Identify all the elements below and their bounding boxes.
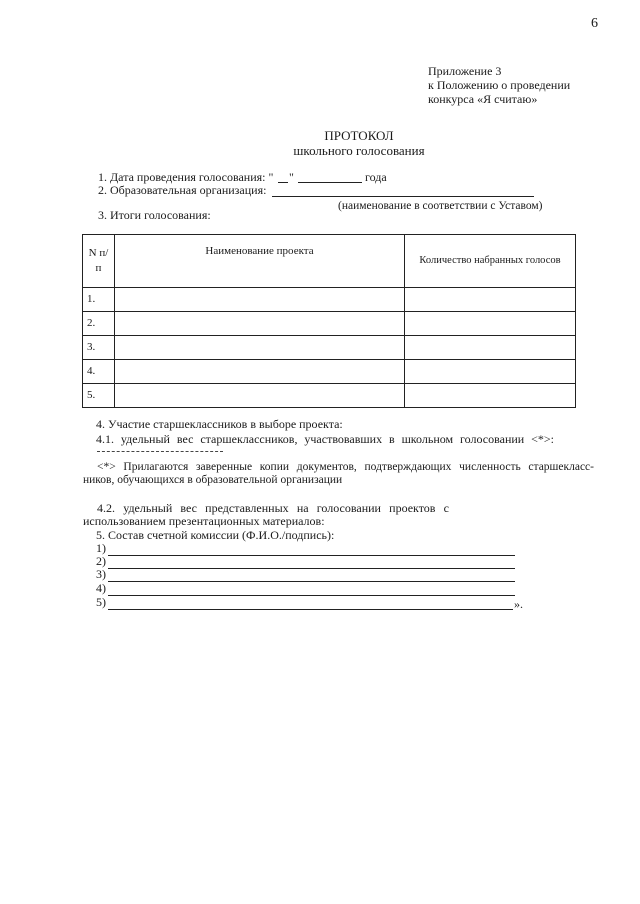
row-number: 4. <box>83 360 115 384</box>
row-votes-cell[interactable] <box>405 360 576 384</box>
page-number: 6 <box>591 16 598 31</box>
title-main: ПРОТОКОЛ <box>324 128 394 143</box>
section4-heading: 4. Участие старшеклассников в выборе проекта: <box>96 417 343 431</box>
row-votes-cell[interactable] <box>405 384 576 408</box>
member-number: 3) <box>96 567 106 581</box>
table-row <box>83 288 576 312</box>
appendix-line: к Положению о проведении <box>428 78 571 92</box>
table-row <box>83 360 576 384</box>
row-number: 2. <box>83 312 115 336</box>
member-number: 4) <box>96 581 106 595</box>
footnote-line: <*> Прилагаются заверенные копии документов, подтверждающих численность старшекласс- <box>97 461 594 473</box>
row-votes-cell[interactable] <box>405 336 576 360</box>
member-number: 5) <box>96 595 106 609</box>
results-table <box>82 234 576 408</box>
member-number: 1) <box>96 541 106 555</box>
title-sub: школьного голосования <box>293 143 425 158</box>
member-signature-field[interactable] <box>108 555 515 556</box>
document-title <box>0 128 640 158</box>
org-hint: (наименование в соответствии с Уставом) <box>338 200 543 212</box>
date-quote: " <box>289 170 294 184</box>
item-4-1: 4.1. удельный вес старшеклассников, участвовавших в школьном голосовании <*>: <box>96 432 554 446</box>
row-project-cell[interactable] <box>115 336 405 360</box>
table-row <box>83 336 576 360</box>
member-signature-field[interactable] <box>108 581 515 582</box>
section5-heading: 5. Состав счетной комиссии (Ф.И.О./подпись): <box>96 528 335 542</box>
member-signature-field[interactable] <box>108 568 515 569</box>
org-label: 2. Образовательная организация: <box>98 183 267 197</box>
date-label: 1. Дата проведения голосования: " <box>98 170 274 184</box>
row-project-cell[interactable] <box>115 384 405 408</box>
date-month-field[interactable] <box>298 182 362 183</box>
table-row <box>83 312 576 336</box>
org-field[interactable] <box>272 196 534 197</box>
row-number: 3. <box>83 336 115 360</box>
member-number: 2) <box>96 554 106 568</box>
row-project-cell[interactable] <box>115 288 405 312</box>
row-number: 5. <box>83 384 115 408</box>
closing-quote: ». <box>514 597 523 611</box>
footnote-separator <box>97 451 223 452</box>
member-signature-field[interactable] <box>108 595 515 596</box>
appendix-block <box>428 64 570 106</box>
member-signature-field[interactable] <box>108 609 513 610</box>
item-4-2-cont: использованием презентационных материалов: <box>83 514 325 528</box>
appendix-line: конкурса «Я считаю» <box>428 92 538 106</box>
date-day-field[interactable] <box>278 182 288 183</box>
row-votes-cell[interactable] <box>405 288 576 312</box>
date-year-label: года <box>365 170 387 184</box>
results-label: 3. Итоги голосования: <box>98 208 211 222</box>
header-vote-count: Количество набранных голосов <box>405 235 576 288</box>
row-project-cell[interactable] <box>115 312 405 336</box>
table-header-row <box>83 235 576 288</box>
footnote-line: ников, обучающихся в образовательной организации <box>83 474 343 486</box>
header-project-name: Наименование проекта <box>115 235 405 288</box>
row-votes-cell[interactable] <box>405 312 576 336</box>
table-row <box>83 384 576 408</box>
row-number: 1. <box>83 288 115 312</box>
header-number: N п/п <box>83 235 115 288</box>
item-4-2: 4.2. удельный вес представленных на голосовании проектов с <box>97 501 449 515</box>
row-project-cell[interactable] <box>115 360 405 384</box>
appendix-line: Приложение 3 <box>428 64 502 78</box>
